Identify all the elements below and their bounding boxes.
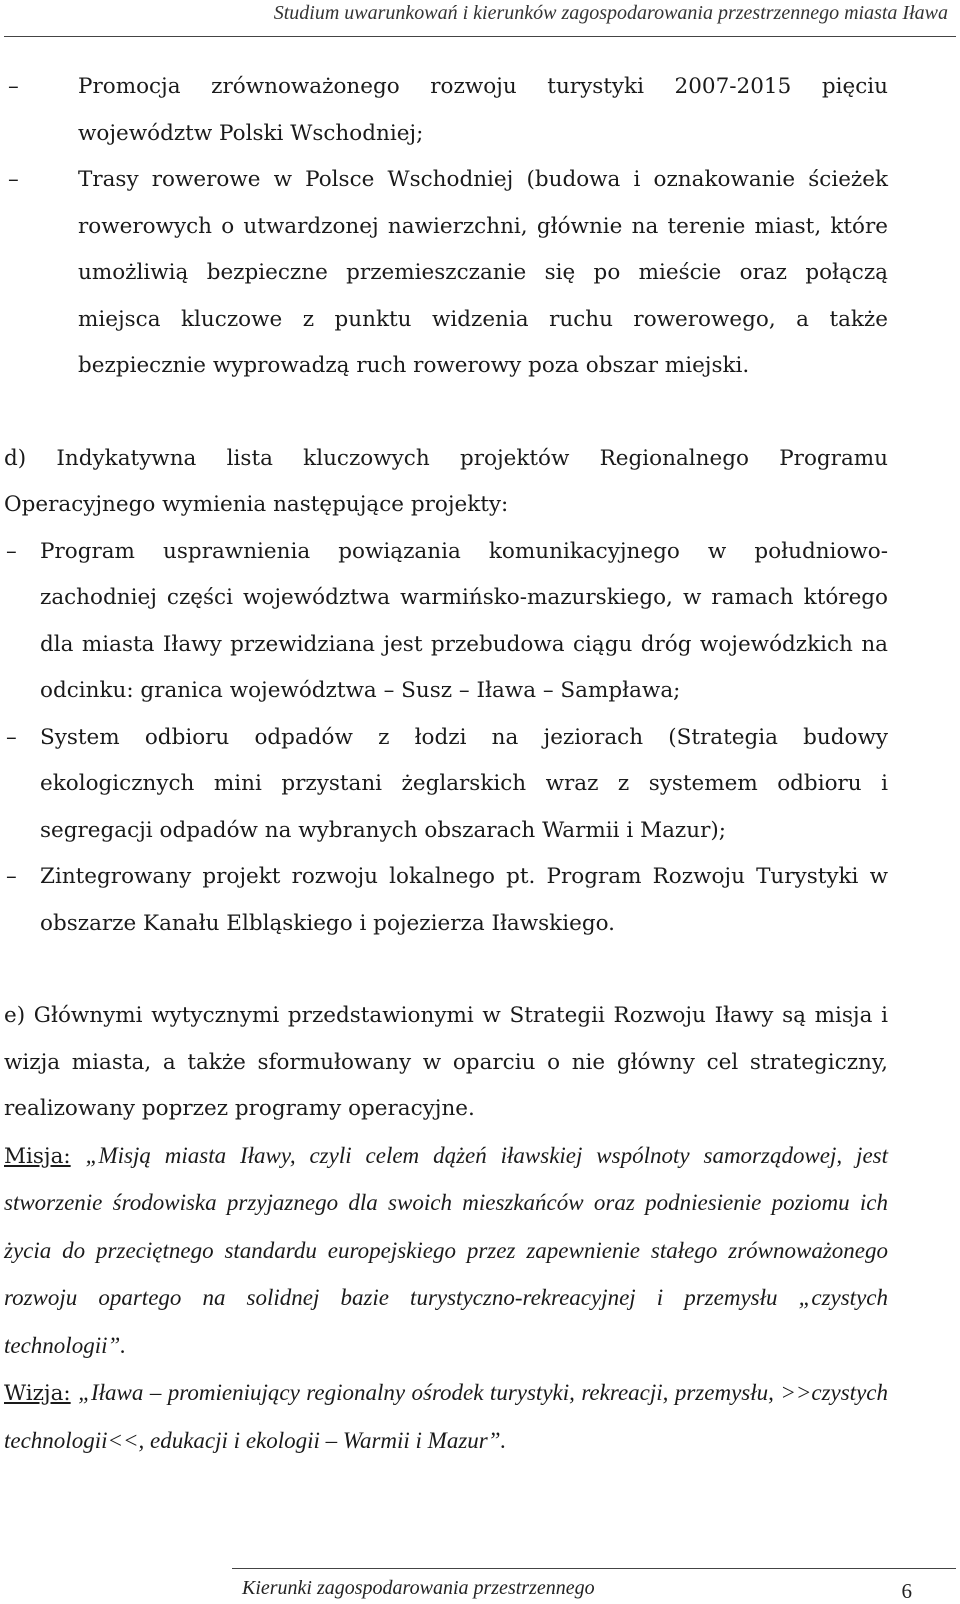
section-d-list	[4, 529, 888, 948]
vision-paragraph	[4, 1370, 888, 1465]
section-e-intro: e) Głównymi wytycznymi przedstawionymi w Strategii Rozwoju Iławy są misja i wizja miasta, a także sformułowany w oparciu o nie główny cel strategiczny, realizowany poprzez programy operacyjne.	[4, 1003, 888, 1121]
page-footer	[232, 1568, 956, 1603]
mission-label: Misja:	[4, 1143, 71, 1169]
vision-label: Wizja:	[4, 1381, 71, 1406]
header-title: Studium uwarunkowań i kierunków zagospodarowania przestrzennego miasta Iława	[273, 2, 948, 24]
spacer	[4, 947, 888, 993]
list-item: – Zintegrowany projekt rozwoju lokalnego pt. Program Rozwoju Turystyki w obszarze Kanału Elbląskiego i pojezierza Iławskiego.	[40, 854, 888, 947]
top-bullet-list	[4, 64, 888, 390]
page-content	[4, 64, 888, 1465]
footer-title: Kierunki zagospodarowania przestrzennego	[242, 1577, 595, 1599]
spacer	[4, 390, 888, 436]
list-item: – Program usprawnienia powiązania komunikacyjnego w południowo-zachodniej części województwa warmińsko-mazurskiego, w ramach którego dla miasta Iławy przewidziana jest przebudowa ciągu dróg wojewódzkich na odcinku: granica województwa – Susz – Iława – Sampława;	[40, 529, 888, 715]
list-item: – Promocja zrównoważonego rozwoju turystyki 2007-2015 pięciu województw Polski Wschodniej;	[78, 64, 888, 157]
page-number: 6	[901, 1579, 912, 1603]
list-item: – Trasy rowerowe w Polsce Wschodniej (budowa i oznakowanie ścieżek rowerowych o utwardzonej nawierzchni, głównie na terenie miast, które umożliwią bezpieczne przemieszczanie się po mieście oraz połączą miejsca kluczowe z punktu widzenia ruchu rowerowego, a także bezpiecznie wyprowadzą ruch rowerowy poza obszar miejski.	[78, 157, 888, 390]
page-header	[4, 0, 956, 37]
mission-text: „Misją miasta Iławy, czyli celem dążeń iławskiej wspólnoty samorządowej, jest stworzenie środowiska przyjaznego dla swoich mieszkańców oraz podniesienie poziomu ich życia do przeciętnego standardu europejskiego przez zapewnienie stałego zrównoważonego rozwoju opartego na solidnej bazie turystyczno-rekreacyjnej i przemysłu „czystych technologii”.	[4, 1142, 888, 1358]
mission-paragraph	[4, 1133, 888, 1371]
list-item: – System odbioru odpadów z łodzi na jeziorach (Strategia budowy ekologicznych mini przystani żeglarskich wraz z systemem odbioru i segregacji odpadów na wybranych obszarach Warmii i Mazur);	[40, 715, 888, 855]
section-d-intro: d) Indykatywna lista kluczowych projektów Regionalnego Programu Operacyjnego wymienia następujące projekty:	[4, 445, 888, 517]
vision-text: „Iława – promieniujący regionalny ośrodek turystyki, rekreacji, przemysłu, >>czystych technologii<<, edukacji i ekologii – Warmii i Mazur”.	[4, 1380, 888, 1453]
